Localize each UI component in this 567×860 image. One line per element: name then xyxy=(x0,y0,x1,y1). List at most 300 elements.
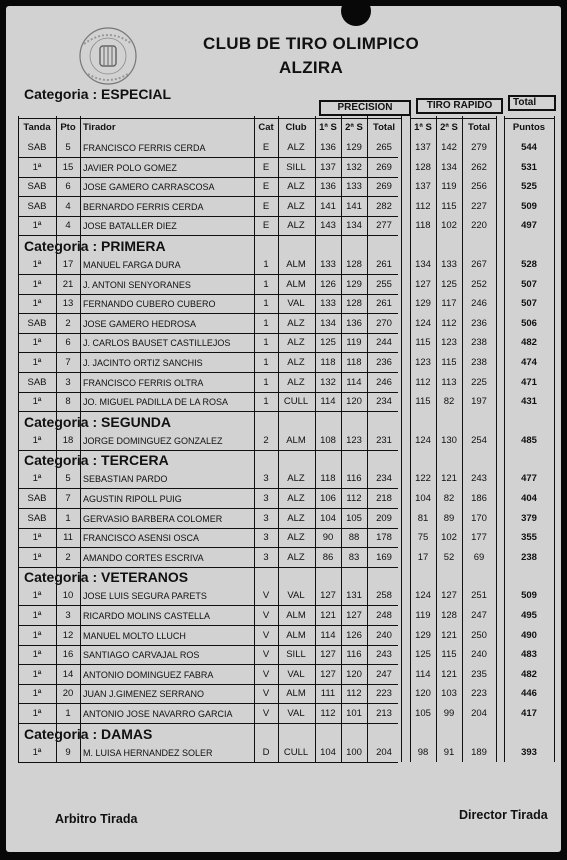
cell-tanda: 1ª xyxy=(32,337,42,349)
cell-tirador: J. JACINTO ORTIZ SANCHIS xyxy=(83,358,203,368)
cell-prec-total: 269 xyxy=(376,161,392,173)
cell-pto: 5 xyxy=(65,473,71,485)
cell-pto: 16 xyxy=(62,649,74,661)
cell-rap-s2: 112 xyxy=(441,317,457,329)
grid-line xyxy=(462,116,463,762)
cell-tanda: 1ª xyxy=(32,357,42,368)
category-label: Categoria : DAMAS xyxy=(24,725,153,742)
cell-cat: V xyxy=(262,708,270,719)
cell-rap-s2: 123 xyxy=(441,337,457,349)
cell-cat: 3 xyxy=(263,473,269,485)
cell-prec-s1: 136 xyxy=(320,142,336,153)
cell-rap-s1: 112 xyxy=(415,376,431,388)
cell-club: ALZ xyxy=(287,337,305,349)
cell-prec-s1: 90 xyxy=(322,532,334,544)
cell-rap-s1: 120 xyxy=(415,688,431,700)
cell-tirador: JOSE BATALLER DIEZ xyxy=(83,221,177,232)
cell-prec-total: 209 xyxy=(376,512,392,524)
cell-prec-s1: 136 xyxy=(320,181,336,193)
cell-club: ALZ xyxy=(287,142,305,153)
grid-line xyxy=(496,116,497,762)
cell-prec-s1: 106 xyxy=(320,493,336,504)
cell-club: VAL xyxy=(287,708,305,719)
cell-puntos: 238 xyxy=(521,551,537,563)
cell-cat: 1 xyxy=(263,337,269,349)
cell-rap-s1: 124 xyxy=(415,590,431,602)
cell-tanda: SAB xyxy=(27,181,47,193)
cell-rap-s2: 117 xyxy=(441,298,457,310)
cell-club: VAL xyxy=(287,668,305,680)
cell-rap-s1: 124 xyxy=(415,317,431,329)
cell-rap-total: 220 xyxy=(471,220,487,232)
table-row xyxy=(18,665,558,685)
cell-prec-s2: 129 xyxy=(346,142,362,153)
cell-rap-total: 238 xyxy=(471,357,487,368)
cell-cat: 3 xyxy=(263,512,269,524)
cell-prec-total: 277 xyxy=(376,220,392,232)
cell-rap-s2: 127 xyxy=(441,590,457,602)
cell-prec-s1: 114 xyxy=(320,629,336,641)
cell-pto: 4 xyxy=(65,200,71,212)
cell-prec-total: 269 xyxy=(376,181,392,193)
cell-pto: 3 xyxy=(65,376,71,388)
cell-cat: E xyxy=(262,220,270,232)
cell-rap-total: 254 xyxy=(471,434,487,446)
cell-puntos: 393 xyxy=(521,746,537,758)
cell-tanda: 1ª xyxy=(32,220,42,232)
cell-prec-s1: 127 xyxy=(320,668,336,680)
cell-prec-total: 169 xyxy=(376,551,392,563)
cell-prec-s2: 105 xyxy=(346,512,362,524)
table-row xyxy=(18,431,558,451)
cell-prec-s2: 88 xyxy=(348,532,360,544)
cell-pto: 14 xyxy=(62,668,74,680)
cell-prec-s2: 114 xyxy=(346,376,362,388)
grid-line xyxy=(367,116,368,762)
cell-tanda: SAB xyxy=(27,493,47,504)
cell-prec-total: 282 xyxy=(376,200,392,212)
cell-club: ALZ xyxy=(287,493,305,504)
cell-rap-s1: 125 xyxy=(415,649,431,661)
cell-prec-s2: 129 xyxy=(346,278,362,290)
grid-line xyxy=(341,116,342,762)
grid-line xyxy=(410,116,411,762)
cell-rap-total: 223 xyxy=(471,688,487,700)
cell-club: ALZ xyxy=(287,181,305,193)
column-header-prec-s2: 2ª S xyxy=(345,122,363,133)
cell-club: ALM xyxy=(286,629,306,641)
table-row xyxy=(18,177,558,197)
cell-rap-s2: 82 xyxy=(443,396,455,408)
cell-rap-s1: 114 xyxy=(415,668,431,680)
cell-pto: 10 xyxy=(62,590,74,602)
cell-prec-s2: 131 xyxy=(346,590,362,602)
cell-tanda: 1ª xyxy=(32,396,42,408)
cell-rap-s2: 115 xyxy=(441,649,457,661)
cell-prec-total: 247 xyxy=(376,668,392,680)
cell-rap-s1: 127 xyxy=(415,278,431,290)
cell-tanda: 1ª xyxy=(32,590,42,602)
cell-tirador: JORGE DOMINGUEZ GONZALEZ xyxy=(83,435,223,446)
cell-prec-s2: 126 xyxy=(346,629,362,641)
cell-prec-s2: 116 xyxy=(346,473,362,485)
cell-tirador: RICARDO MOLINS CASTELLA xyxy=(83,611,211,621)
cell-rap-s1: 115 xyxy=(415,337,431,349)
cell-tanda: 1ª xyxy=(32,278,42,290)
cell-pto: 7 xyxy=(65,493,71,504)
cell-prec-s2: 133 xyxy=(346,181,362,193)
cell-prec-total: 204 xyxy=(376,746,392,758)
cell-prec-s1: 86 xyxy=(322,551,334,563)
category-label: Categoria : ESPECIAL xyxy=(24,86,172,102)
table-row xyxy=(18,216,558,236)
cell-rap-s1: 118 xyxy=(415,220,431,232)
cell-prec-total: 258 xyxy=(376,590,392,602)
cell-prec-s1: 133 xyxy=(320,298,336,310)
cell-rap-s1: 75 xyxy=(417,532,429,544)
cell-puntos: 507 xyxy=(521,278,537,290)
cell-club: ALZ xyxy=(287,551,305,563)
cell-prec-s2: 120 xyxy=(346,668,362,680)
cell-prec-s1: 118 xyxy=(320,473,336,485)
cell-tanda: 1ª xyxy=(32,259,42,270)
cell-prec-total: 178 xyxy=(376,532,392,544)
table-row xyxy=(18,197,558,217)
cell-cat: V xyxy=(262,688,270,700)
cell-prec-total: 243 xyxy=(376,649,392,661)
cell-prec-s2: 134 xyxy=(346,220,362,232)
cell-prec-total: 246 xyxy=(376,376,392,388)
cell-rap-s1: 112 xyxy=(415,200,431,212)
cell-tirador: MANUEL MOLTO LLUCH xyxy=(83,630,186,641)
cell-prec-s1: 118 xyxy=(320,357,336,368)
cell-club: ALZ xyxy=(287,473,305,485)
cell-rap-s2: 121 xyxy=(441,629,457,641)
cell-rap-s1: 81 xyxy=(417,512,429,524)
table-row xyxy=(18,353,558,373)
cell-prec-s1: 132 xyxy=(320,376,336,388)
cell-tirador: GERVASIO BARBERA COLOMER xyxy=(83,513,223,524)
cell-pto: 18 xyxy=(62,434,74,446)
cell-rap-total: 225 xyxy=(471,376,487,388)
column-header-tanda: Tanda xyxy=(23,122,51,133)
cell-cat: V xyxy=(262,649,270,661)
cell-tirador: SEBASTIAN PARDO xyxy=(83,474,168,485)
cell-club: ALZ xyxy=(287,376,305,388)
cell-pto: 1 xyxy=(65,708,71,719)
category-label: Categoria : TERCERA xyxy=(24,452,169,469)
cell-prec-s2: 118 xyxy=(346,357,362,368)
cell-puntos: 528 xyxy=(521,259,537,270)
cell-cat: V xyxy=(262,590,270,602)
cell-rap-total: 197 xyxy=(471,396,487,408)
cell-cat: E xyxy=(262,200,270,212)
cell-club: VAL xyxy=(287,590,305,602)
cell-pto: 2 xyxy=(65,317,71,329)
tiro-rapido-header: TIRO RAPIDO xyxy=(416,98,503,114)
cell-rap-total: 189 xyxy=(471,746,487,758)
cell-puntos: 446 xyxy=(521,688,537,700)
club-title: CLUB DE TIRO OLIMPICO xyxy=(203,34,419,53)
cell-prec-s1: 104 xyxy=(320,512,336,524)
cell-tirador: FRANCISCO ASENSI OSCA xyxy=(83,533,200,544)
cell-tanda: 1ª xyxy=(32,688,42,700)
table-row xyxy=(18,606,558,626)
cell-rap-s2: 119 xyxy=(441,181,457,193)
cell-pto: 9 xyxy=(65,746,71,758)
cell-prec-s1: 127 xyxy=(320,590,336,602)
cell-rap-s2: 91 xyxy=(443,746,455,758)
cell-prec-s1: 121 xyxy=(320,610,336,621)
cell-prec-s1: 125 xyxy=(320,337,336,349)
cell-club: CULL xyxy=(283,396,309,408)
cell-tirador: JAVIER POLO GOMEZ xyxy=(83,162,177,173)
cell-pto: 4 xyxy=(65,220,71,232)
cell-rap-total: 267 xyxy=(471,259,487,270)
cell-pto: 21 xyxy=(62,278,74,290)
cell-tanda: SAB xyxy=(27,317,47,329)
cell-tanda: 1ª xyxy=(32,629,42,641)
column-header-cat: Cat xyxy=(258,122,274,133)
cell-cat: 1 xyxy=(263,357,269,368)
table-row xyxy=(18,158,558,178)
cell-rap-total: 238 xyxy=(471,337,487,349)
cell-tirador: SANTIAGO CARVAJAL ROS xyxy=(83,650,200,661)
grid-line xyxy=(315,116,316,762)
cell-puntos: 509 xyxy=(521,200,537,212)
cell-rap-s2: 102 xyxy=(441,220,457,232)
cell-club: ALM xyxy=(286,278,306,290)
cell-rap-s1: 129 xyxy=(415,629,431,641)
cell-prec-total: 261 xyxy=(376,298,392,310)
cell-tanda: 1ª xyxy=(32,551,42,563)
cell-rap-total: 204 xyxy=(471,708,487,719)
cell-rap-s1: 122 xyxy=(415,473,431,485)
column-header-tirador: Tirador xyxy=(83,122,116,133)
cell-rap-total: 186 xyxy=(471,493,487,504)
cell-pto: 3 xyxy=(65,610,71,621)
grid-line xyxy=(401,116,402,762)
table-row xyxy=(18,509,558,529)
table-row xyxy=(18,138,558,158)
cell-club: ALZ xyxy=(287,200,305,212)
cell-rap-total: 262 xyxy=(471,161,487,173)
cell-rap-total: 247 xyxy=(471,610,487,621)
cell-pto: 20 xyxy=(62,688,74,700)
cell-tanda: 1ª xyxy=(32,298,42,310)
table-row xyxy=(18,314,558,334)
cell-rap-total: 177 xyxy=(471,532,487,544)
column-header-prec-total: Total xyxy=(373,122,395,133)
cell-puntos: 506 xyxy=(521,317,537,329)
cell-club: ALM xyxy=(286,610,306,621)
cell-rap-s2: 128 xyxy=(441,610,457,621)
arbitro-signature-label: Arbitro Tirada xyxy=(55,812,138,826)
cell-prec-total: 270 xyxy=(376,317,392,329)
grid-line xyxy=(254,116,255,762)
cell-puntos: 507 xyxy=(521,298,537,310)
table-row xyxy=(18,373,558,393)
cell-puntos: 497 xyxy=(521,220,537,232)
table-row xyxy=(18,255,558,275)
table-row xyxy=(18,275,558,295)
cell-rap-total: 279 xyxy=(471,142,487,153)
punch-hole xyxy=(341,0,371,26)
cell-prec-s1: 141 xyxy=(320,200,336,212)
cell-prec-s2: 128 xyxy=(346,298,362,310)
cell-rap-s1: 98 xyxy=(417,746,429,758)
total-header: Total xyxy=(508,95,556,111)
cell-tirador: FRANCISCO FERRIS OLTRA xyxy=(83,377,204,388)
cell-prec-s2: 101 xyxy=(346,708,362,719)
cell-rap-s2: 113 xyxy=(441,376,457,388)
table-row xyxy=(18,743,558,763)
cell-puntos: 483 xyxy=(521,649,537,661)
cell-prec-total: 234 xyxy=(376,473,392,485)
cell-rap-s2: 103 xyxy=(441,688,457,700)
cell-rap-total: 246 xyxy=(471,298,487,310)
cell-puntos: 482 xyxy=(521,668,537,680)
cell-tirador: AMANDO CORTES ESCRIVA xyxy=(83,552,204,563)
cell-prec-s1: 112 xyxy=(320,708,336,719)
cell-prec-s1: 137 xyxy=(320,161,336,173)
cell-prec-s2: 100 xyxy=(346,746,362,758)
cell-puntos: 417 xyxy=(521,708,537,719)
cell-club: CULL xyxy=(283,746,309,758)
cell-pto: 12 xyxy=(62,629,74,641)
cell-pto: 1 xyxy=(65,512,71,524)
cell-puntos: 355 xyxy=(521,532,537,544)
grid-line xyxy=(56,116,57,762)
cell-rap-total: 240 xyxy=(471,649,487,661)
cell-prec-s2: 116 xyxy=(346,649,362,661)
club-seal-logo xyxy=(74,24,142,88)
cell-prec-s1: 108 xyxy=(320,434,336,446)
cell-rap-total: 250 xyxy=(471,629,487,641)
cell-club: ALM xyxy=(286,259,306,270)
table-row xyxy=(18,528,558,548)
precision-header: PRECISION xyxy=(319,100,411,116)
cell-prec-total: 255 xyxy=(376,278,392,290)
cell-prec-s1: 126 xyxy=(320,278,336,290)
cell-cat: 3 xyxy=(263,493,269,504)
cell-tanda: SAB xyxy=(27,200,47,212)
table-row xyxy=(18,626,558,646)
cell-rap-s2: 121 xyxy=(441,473,457,485)
cell-tanda: SAB xyxy=(27,142,47,153)
column-header-rap-s2: 2ª S xyxy=(440,122,458,133)
cell-tanda: 1ª xyxy=(32,746,42,758)
cell-rap-total: 236 xyxy=(471,317,487,329)
cell-puntos: 544 xyxy=(521,142,537,153)
cell-tirador: J. ANTONI SENYORANES xyxy=(83,279,191,290)
cell-tirador: JOSE GAMERO HEDROSA xyxy=(83,318,197,329)
cell-puntos: 404 xyxy=(521,493,537,504)
cell-tirador: ANTONIO DOMINGUEZ FABRA xyxy=(83,669,214,680)
cell-club: ALZ xyxy=(287,512,305,524)
cell-prec-s1: 127 xyxy=(320,649,336,661)
table-row xyxy=(18,548,558,568)
cell-tirador: FERNANDO CUBERO CUBERO xyxy=(83,299,216,310)
table-row xyxy=(18,645,558,665)
cell-puntos: 490 xyxy=(521,629,537,641)
cell-prec-total: 261 xyxy=(376,259,392,270)
cell-club: ALZ xyxy=(287,317,305,329)
cell-puntos: 474 xyxy=(521,357,537,368)
cell-pto: 6 xyxy=(65,181,71,193)
cell-rap-total: 170 xyxy=(471,512,487,524)
cell-rap-s2: 52 xyxy=(443,551,455,563)
cell-puntos: 431 xyxy=(521,396,537,408)
cell-rap-s1: 134 xyxy=(415,259,431,270)
cell-rap-s2: 102 xyxy=(441,532,457,544)
club-city: ALZIRA xyxy=(278,58,344,77)
cell-rap-s1: 124 xyxy=(415,434,431,446)
cell-tirador: MANUEL FARGA DURA xyxy=(83,260,181,270)
cell-pto: 5 xyxy=(65,142,71,153)
cell-rap-s1: 137 xyxy=(415,181,431,193)
cell-tirador: JO. MIGUEL PADILLA DE LA ROSA xyxy=(83,397,229,408)
cell-prec-s2: 132 xyxy=(346,161,362,173)
cell-tirador: FRANCISCO FERRIS CERDA xyxy=(83,143,206,153)
cell-club: ALZ xyxy=(287,220,305,232)
cell-pto: 17 xyxy=(62,259,74,270)
cell-tirador: JOSE LUIS SEGURA PARETS xyxy=(83,591,207,602)
cell-prec-s2: 120 xyxy=(346,396,362,408)
column-header-prec-s1: 1ª S xyxy=(319,122,337,133)
cell-rap-s2: 133 xyxy=(441,259,457,270)
cell-prec-s1: 134 xyxy=(320,317,336,329)
column-header-club: Club xyxy=(285,122,307,133)
header-border xyxy=(410,118,496,119)
column-header-puntos: Puntos xyxy=(512,122,546,133)
table-row xyxy=(18,704,558,724)
cell-tanda: SAB xyxy=(27,376,47,388)
cell-tirador: J. CARLOS BAUSET CASTILLEJOS xyxy=(83,338,231,349)
cell-prec-total: 231 xyxy=(376,434,392,446)
cell-puntos: 485 xyxy=(521,434,537,446)
table-row xyxy=(18,489,558,509)
grid-line xyxy=(278,116,279,762)
cell-prec-total: 265 xyxy=(376,142,392,153)
cell-tanda: 1ª xyxy=(32,649,42,661)
cell-tanda: SAB xyxy=(27,512,47,524)
cell-rap-s1: 137 xyxy=(415,142,431,153)
cell-puntos: 509 xyxy=(521,590,537,602)
grid-line xyxy=(504,116,505,762)
cell-rap-s2: 115 xyxy=(441,357,457,368)
cell-cat: D xyxy=(262,746,270,758)
cell-cat: V xyxy=(262,629,270,641)
director-signature-label: Director Tirada xyxy=(459,808,548,822)
cell-tanda: 1ª xyxy=(32,473,42,485)
results-sheet xyxy=(6,6,561,852)
cell-puntos: 482 xyxy=(521,337,537,349)
cell-puntos: 477 xyxy=(521,473,537,485)
cell-prec-s2: 123 xyxy=(346,434,362,446)
cell-cat: 1 xyxy=(263,298,269,310)
cell-cat: 1 xyxy=(263,317,269,329)
cell-prec-s2: 141 xyxy=(346,200,362,212)
cell-prec-s2: 119 xyxy=(346,337,362,349)
cell-prec-total: 213 xyxy=(376,708,392,719)
cell-pto: 7 xyxy=(65,357,71,368)
cell-club: SILL xyxy=(286,161,306,173)
cell-prec-total: 240 xyxy=(376,629,392,641)
cell-puntos: 525 xyxy=(521,181,537,193)
cell-tirador: JOSE GAMERO CARRASCOSA xyxy=(83,182,215,193)
cell-rap-total: 256 xyxy=(471,181,487,193)
